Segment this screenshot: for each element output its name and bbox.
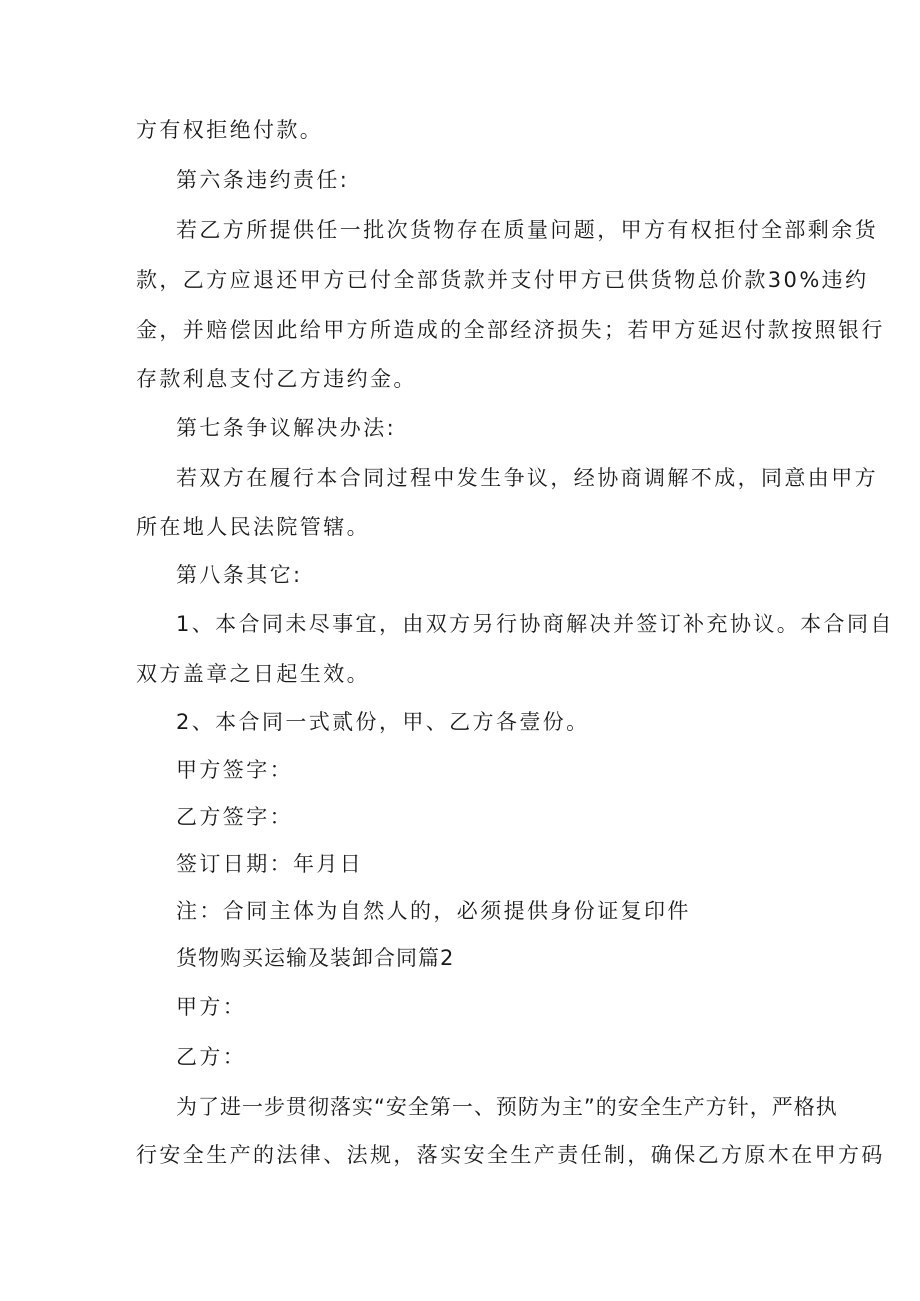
paragraph-line: 2、本合同一式贰份，甲、乙方各壹份。 bbox=[176, 710, 590, 734]
paragraph-line: 所在地人民法院管辖。 bbox=[136, 515, 370, 539]
paragraph-line: 双方盖章之日起生效。 bbox=[136, 662, 370, 686]
paragraph-line: 方有权拒绝付款。 bbox=[136, 118, 324, 142]
party-a-label: 甲方： bbox=[176, 995, 247, 1019]
paragraph-line: 金，并赔偿因此给甲方所造成的全部经济损失；若甲方延迟付款按照银行 bbox=[136, 318, 885, 342]
note-line: 注：合同主体为自然人的，必须提供身份证复印件 bbox=[176, 899, 691, 923]
paragraph-line: 款，乙方应退还甲方已付全部货款并支付甲方已供货物总价款30%违约 bbox=[136, 268, 869, 292]
paragraph-line: 存款利息支付乙方违约金。 bbox=[136, 367, 417, 391]
paragraph-line: 行安全生产的法律、法规，落实安全生产责任制，确保乙方原木在甲方码 bbox=[136, 1143, 885, 1167]
paragraph-line: 若双方在履行本合同过程中发生争议，经协商调解不成，同意由甲方 bbox=[176, 466, 878, 490]
paragraph-line: 为了进一步贯彻落实“安全第一、预防为主”的安全生产方针，严格执 bbox=[176, 1095, 838, 1119]
party-a-signature-label: 甲方签字： bbox=[176, 758, 293, 782]
contract-2-title: 货物购买运输及装卸合同篇2 bbox=[176, 946, 455, 970]
article-8-heading: 第八条其它: bbox=[176, 563, 303, 587]
article-7-heading: 第七条争议解决办法: bbox=[176, 416, 397, 440]
party-b-signature-label: 乙方签字： bbox=[176, 805, 293, 829]
article-6-heading: 第六条违约责任: bbox=[176, 168, 350, 192]
paragraph-line: 1、本合同未尽事宜，由双方另行协商解决并签订补充协议。本合同自 bbox=[176, 612, 894, 636]
party-b-label: 乙方： bbox=[176, 1045, 247, 1069]
signing-date-label: 签订日期：年月日 bbox=[176, 852, 364, 876]
paragraph-line: 若乙方所提供任一批次货物存在质量问题，甲方有权拒付全部剩余货 bbox=[176, 218, 878, 242]
